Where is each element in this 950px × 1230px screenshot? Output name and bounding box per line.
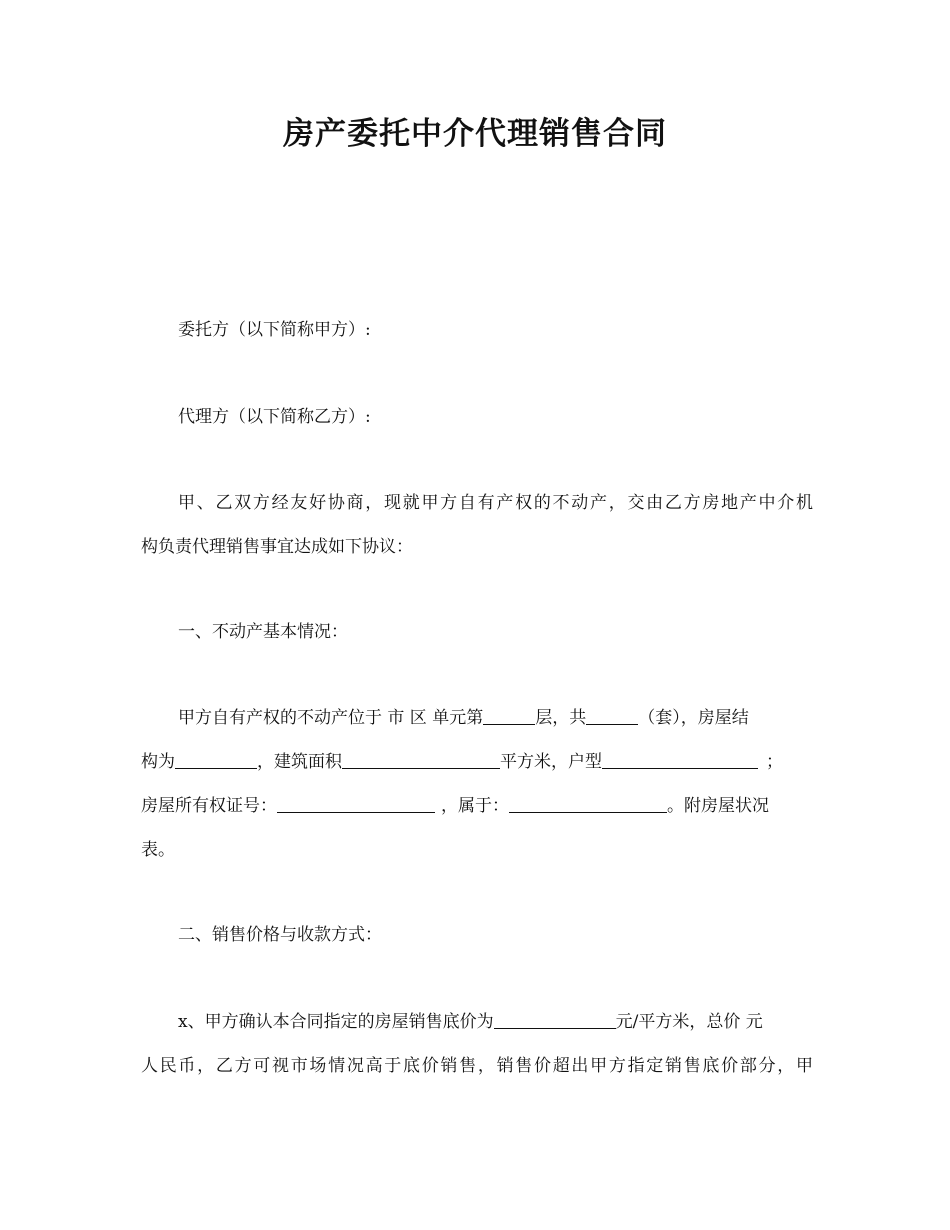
certificate-blank bbox=[277, 795, 435, 813]
layout-blank bbox=[602, 751, 758, 769]
party-a-text: 委托方（以下简称甲方）: bbox=[178, 320, 371, 340]
certificate-text: 房屋所有权证号： bbox=[141, 796, 277, 816]
section-1-heading-text: 一、不动产基本情况： bbox=[178, 622, 348, 642]
document-title: 房产委托中介代理销售合同 bbox=[283, 116, 667, 152]
attachment-text: 。附房屋状况 bbox=[667, 796, 769, 816]
section-1-heading bbox=[141, 610, 813, 654]
layout-text: 平方米，户型 bbox=[500, 752, 602, 772]
structure-line bbox=[141, 740, 813, 784]
floor-text: 层，共 bbox=[535, 708, 587, 728]
owner-text: ，属于： bbox=[441, 796, 509, 816]
certificate-line bbox=[141, 784, 813, 828]
intro-line-2: 构负责代理销售事宜达成如下协议： bbox=[141, 537, 413, 557]
area-text: ，建筑面积 bbox=[257, 752, 342, 772]
attachment-line: 表。 bbox=[141, 840, 175, 860]
units-text: （套），房屋结 bbox=[638, 708, 749, 728]
section-2-heading bbox=[141, 913, 813, 957]
price-line bbox=[141, 1000, 813, 1044]
units-blank bbox=[586, 707, 638, 725]
property-location-line bbox=[141, 696, 813, 740]
price-line-2: 人民币，乙方可视市场情况高于底价销售，销售价超出甲方指定销售底价部分，甲 bbox=[141, 1056, 813, 1076]
structure-blank bbox=[175, 751, 257, 769]
intro-line-1: 甲、乙双方经友好协商，现就甲方自有产权的不动产，交由乙方房地产中介机 bbox=[178, 493, 813, 513]
party-a-line bbox=[141, 308, 813, 352]
floor-blank bbox=[483, 707, 535, 725]
price-blank bbox=[494, 1011, 616, 1029]
area-blank bbox=[342, 751, 500, 769]
section-2-body bbox=[141, 1000, 813, 1088]
price-unit-text: 元/平方米，总价 元 bbox=[615, 1012, 763, 1032]
section-2-heading-text: 二、销售价格与收款方式： bbox=[178, 925, 382, 945]
intro-paragraph bbox=[141, 481, 813, 569]
location-text: 甲方自有产权的不动产位于 市 区 单元第 bbox=[178, 708, 484, 728]
party-b-line bbox=[141, 395, 813, 439]
layout-end-text: ； bbox=[766, 752, 783, 772]
section-1-body bbox=[141, 696, 813, 872]
owner-blank bbox=[509, 795, 667, 813]
party-b-text: 代理方（以下简称乙方）: bbox=[178, 407, 371, 427]
price-text: x、甲方确认本合同指定的房屋销售底价为 bbox=[178, 1012, 494, 1032]
structure-text: 构为 bbox=[141, 752, 175, 772]
